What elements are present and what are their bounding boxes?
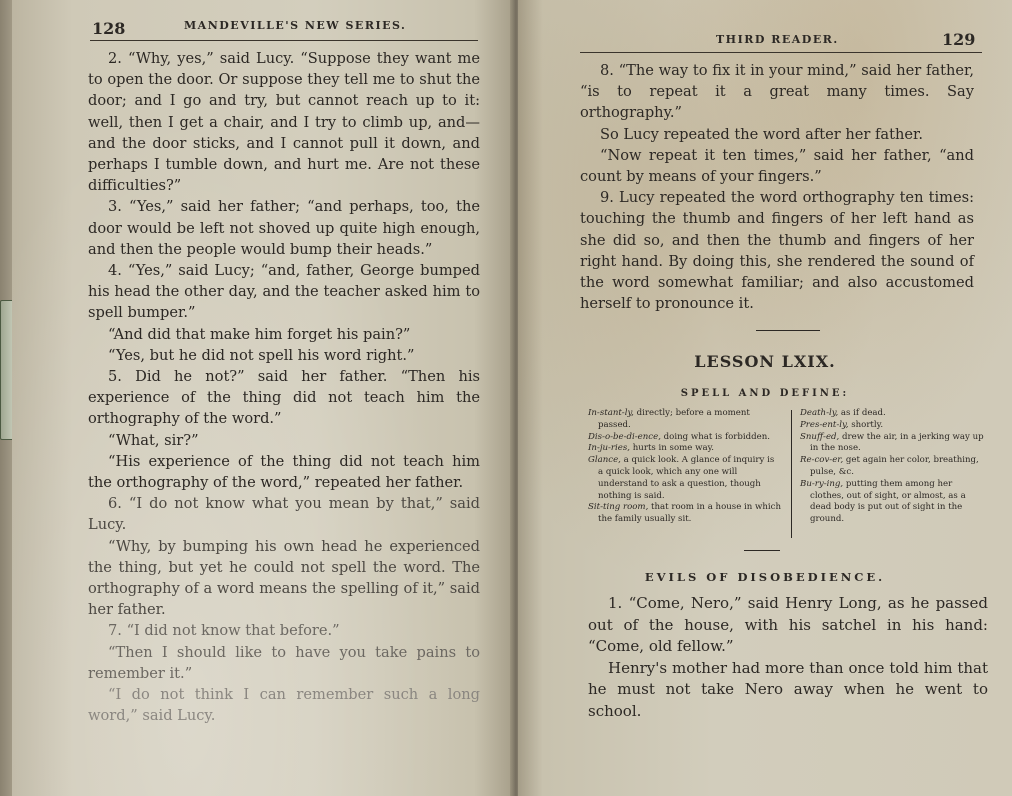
- definition-item: [800, 455, 988, 479]
- definition-item: [588, 432, 782, 444]
- definition-text: a quick look. A glance of inquiry is a quick look, which any one will understand to ask a question, though nothing is said.: [598, 455, 775, 501]
- lesson-top-rule: [756, 330, 820, 331]
- definition-text: shortly.: [851, 419, 884, 430]
- left-head-rule: [90, 40, 478, 41]
- section-heading: EVILS OF DISOBEDIENCE.: [644, 570, 886, 584]
- paragraph: “Now repeat it ten times,” said her father, “and count by means of your fingers.”: [580, 146, 974, 186]
- paragraph: 7. “I did not know that before.”: [108, 622, 340, 640]
- definition-text: directly; before a moment passed.: [598, 408, 750, 430]
- definitions-left: [588, 408, 782, 526]
- definition-text: that room in a house in which the family usually sit.: [598, 502, 782, 525]
- definition-word: In-ju-ries,: [588, 443, 631, 454]
- paragraph: “Why, by bumping his own head he experienced the thing, but yet he could not spell the word. The orthography of a word means the spelling of it,” said her father.: [88, 537, 480, 619]
- definition-word: Sit-ting room,: [588, 502, 649, 513]
- definition-word: Bu-ry-ing,: [800, 478, 844, 489]
- paragraph: 5. Did he not?” said her father. “Then his experience of the thing did not teach him the orthography of the word.”: [88, 368, 480, 428]
- paragraph: “And did that make him forget his pain?”: [108, 325, 411, 343]
- paragraph: “I do not think I can remember such a long word,” said Lucy.: [88, 686, 480, 725]
- left-page-number: 128: [92, 19, 126, 38]
- definitions-right: [800, 408, 988, 526]
- definition-text: doing what is forbidden.: [663, 431, 771, 442]
- paragraph: Henry's mother had more than once told him that he must not take Nero away when he went to school.: [588, 658, 988, 720]
- paragraph: 4. “Yes,” said Lucy; “and, father, George bumped his head the other day, and the teacher asked him to spell bumper.”: [88, 262, 480, 322]
- definition-item: [800, 479, 988, 526]
- paragraph: “His experience of the thing did not teach him the orthography of the word,” repeated her father.: [88, 452, 480, 492]
- spell-define-heading: SPELL AND DEFINE:: [680, 388, 850, 399]
- definitions-divider: [791, 410, 792, 538]
- definition-item: [588, 408, 782, 432]
- paragraph: 8. “The way to fix it in your mind,” said her father, “is to repeat it a great many times. Say orthography.”: [580, 62, 974, 122]
- definition-item: [588, 502, 782, 526]
- paragraph: 6. “I do not know what you mean by that,” said Lucy.: [88, 495, 480, 534]
- definition-item: [588, 455, 782, 502]
- definition-item: [588, 443, 782, 455]
- left-page: [12, 0, 514, 796]
- definition-text: get again her color, breathing, pulse, &c.: [810, 455, 979, 477]
- left-running-head: MANDEVILLE'S NEW SERIES.: [184, 19, 407, 32]
- paragraph: 3. “Yes,” said her father; “and perhaps, too, the door would be left not shoved up quite high enough, and then the people would bump their heads.”: [88, 198, 480, 258]
- left-text: [88, 48, 480, 727]
- definition-word: Pres-ent-ly,: [800, 419, 849, 430]
- lesson-text: [588, 593, 988, 722]
- right-page: [518, 0, 1012, 796]
- right-head-rule: [580, 52, 982, 53]
- section-rule: [744, 550, 780, 551]
- definition-text: as if dead.: [840, 408, 886, 418]
- paragraph: 9. Lucy repeated the word orthography ten times: touching the thumb and fingers of her left hand as she did so, and then the thumb and fingers of her right hand. By doing this, she rendered the sound of the word somewhat familiar; and also accustomed herself to pronounce it.: [580, 189, 974, 313]
- paragraph: “What, sir?”: [108, 431, 199, 449]
- definition-item: [800, 408, 988, 420]
- paragraph: So Lucy repeated the word after her father.: [600, 125, 924, 143]
- paragraph: “Then I should like to have you take pains to remember it.”: [88, 643, 480, 682]
- definition-word: Snuff-ed,: [800, 431, 840, 442]
- right-page-number: 129: [942, 30, 976, 49]
- definition-item: [800, 420, 988, 432]
- paragraph: “Yes, but he did not spell his word right.”: [108, 346, 415, 364]
- definition-text: drew the air, in a jerking way up in the nose.: [810, 431, 984, 454]
- paragraph: 1. “Come, Nero,” said Henry Long, as he passed out of the house, with his satchel in his hand: “Come, old fellow.”: [588, 594, 988, 655]
- right-text: [580, 60, 974, 314]
- definition-word: Dis-o-be-di-ence,: [588, 431, 661, 442]
- definition-text: hurts in some way.: [632, 443, 715, 454]
- definition-text: putting them among her clothes, out of sight, or almost, as a dead body is put out of sight in the ground.: [810, 478, 966, 525]
- paragraph: 2. “Why, yes,” said Lucy. “Suppose they want me to open the door. Or suppose they tell me to shut the door; and I go and try, but cannot reach up to it: well, then I get a chair, and I try to climb up, and—and the door sticks, and I cannot pull it down, and perhaps I tumble down, and hurt me. Are not these difficulties?”: [88, 50, 480, 195]
- definition-word: Re-cov-er,: [800, 455, 844, 466]
- lesson-title: LESSON LXIX.: [694, 352, 836, 371]
- right-running-head: THIRD READER.: [716, 33, 839, 46]
- definition-word: In-stant-ly,: [588, 408, 634, 418]
- definition-word: Glance,: [588, 455, 621, 466]
- definition-item: [800, 432, 988, 456]
- definition-word: Death-ly,: [800, 408, 839, 418]
